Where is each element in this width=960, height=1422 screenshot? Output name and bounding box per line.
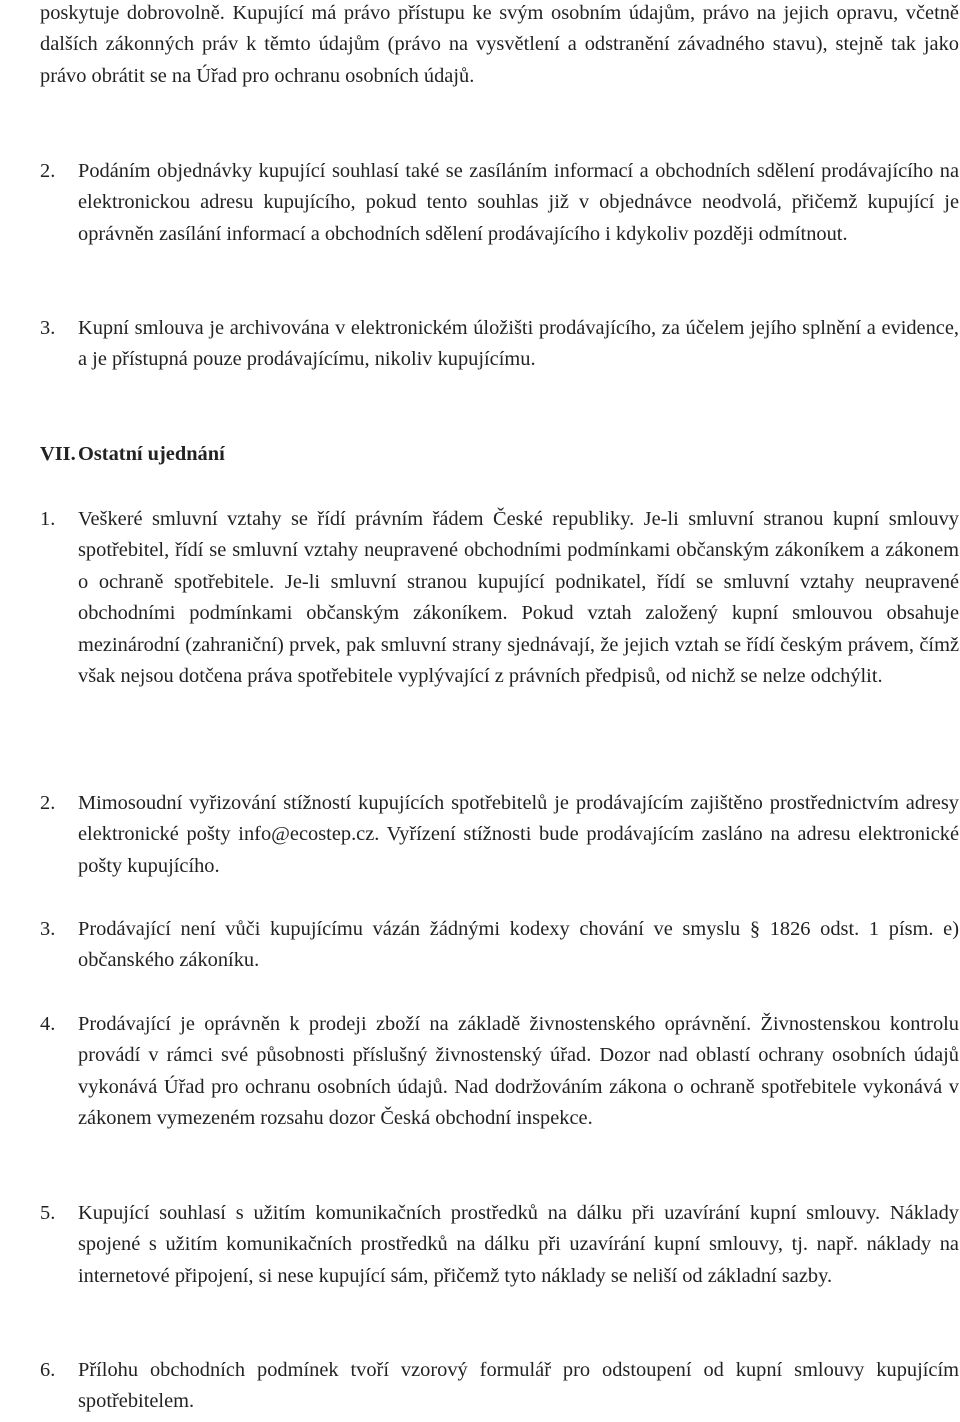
item-text: Mimosoudní vyřizování stížností kupujících spotřebitelů je prodávajícím zajištěno prostřednictvím adresy elektronické pošty info@ecostep.cz. Vyřízení stížnosti bude prodávajícím zasláno na adresu elektronické pošty kupujícího. bbox=[78, 792, 959, 877]
item-text: Přílohu obchodních podmínek tvoří vzorový formulář pro odstoupení od kupní smlouvy kupujícím spotřebitelem. bbox=[78, 1359, 959, 1413]
item-text: Prodávající je oprávněn k prodeji zboží na základě živnostenského oprávnění. Živnostenskou kontrolu provádí v rámci své působnosti příslušný živnostenský úřad. Dozor nad oblastí ochrany osobních údajů vykonává Úřad pro ochranu osobních údajů. Nad dodržováním zákona o ochraně spotřebitele vykonává v zákonem vymezeném rozsahu dozor Česká obchodní inspekce. bbox=[78, 1013, 959, 1130]
list-item bbox=[40, 1355, 959, 1418]
list-item bbox=[40, 504, 959, 692]
section-heading bbox=[40, 439, 225, 470]
item-text: Podáním objednávky kupující souhlasí také se zasíláním informací a obchodních sdělení prodávajícího na elektronickou adresu kupujícího, pokud tento souhlas již v objednávce neodvolá, přičemž kupující je oprávněn zasílání informací a obchodních sdělení prodávajícího i kdykoliv později odmítnout. bbox=[78, 160, 959, 245]
section-number: VII. bbox=[40, 443, 76, 465]
continuation-paragraph: poskytuje dobrovolně. Kupující má právo přístupu ke svým osobním údajům, právo na jejich opravu, včetně dalších zákonných práv k těmto údajům (právo na vysvětlení a odstranění závadného stavu), stejně tak jako právo obrátit se na Úřad pro ochranu osobních údajů. bbox=[40, 2, 959, 87]
item-text: Kupující souhlasí s užitím komunikačních prostředků na dálku při uzavírání kupní smlouvy. Náklady spojené s užitím komunikačních prostředků na dálku při uzavírání kupní smlouvy, tj. např. náklady na internetové připojení, si nese kupující sám, přičemž tyto náklady se neliší od základní sazby. bbox=[78, 1202, 959, 1287]
list-item bbox=[40, 914, 959, 977]
item-text: Veškeré smluvní vztahy se řídí právním řádem České republiky. Je-li smluvní stranou kupní smlouvy spotřebitel, řídí se smluvní vztahy neupravené obchodními podmínkami občanským zákoníkem a zákonem o ochraně spotřebitele. Je-li smluvní stranou kupující podnikatel, řídí se smluvní vztahy neupravené obchodními podmínkami občanským zákoníkem. Pokud vztah založený kupní smlouvou obsahuje mezinárodní (zahraniční) prvek, pak smluvní strany sjednávají, že jejich vztah se řídí českým právem, čímž však nejsou dotčena práva spotřebitele vyplývající z právních předpisů, od nichž se nelze odchýlit. bbox=[78, 508, 959, 688]
list-item bbox=[40, 1009, 959, 1135]
item-number: 1. bbox=[40, 508, 56, 530]
item-number: 6. bbox=[40, 1359, 56, 1381]
item-number: 3. bbox=[40, 918, 56, 940]
item-text: Prodávající není vůči kupujícímu vázán žádnými kodexy chování ve smyslu § 1826 odst. 1 písm. e) občanského zákoníku. bbox=[78, 918, 959, 972]
item-number: 4. bbox=[40, 1013, 56, 1035]
section-title: Ostatní ujednání bbox=[78, 443, 225, 465]
item-number: 3. bbox=[40, 317, 56, 339]
item-number: 5. bbox=[40, 1202, 56, 1224]
list-item bbox=[40, 788, 959, 882]
list-item bbox=[40, 156, 959, 250]
list-item bbox=[40, 313, 959, 376]
item-number: 2. bbox=[40, 160, 56, 182]
item-text: Kupní smlouva je archivována v elektronickém úložišti prodávajícího, za účelem jejího splnění a evidence, a je přístupná pouze prodávajícímu, nikoliv kupujícímu. bbox=[78, 317, 959, 371]
item-number: 2. bbox=[40, 792, 56, 814]
list-item bbox=[40, 1198, 959, 1292]
